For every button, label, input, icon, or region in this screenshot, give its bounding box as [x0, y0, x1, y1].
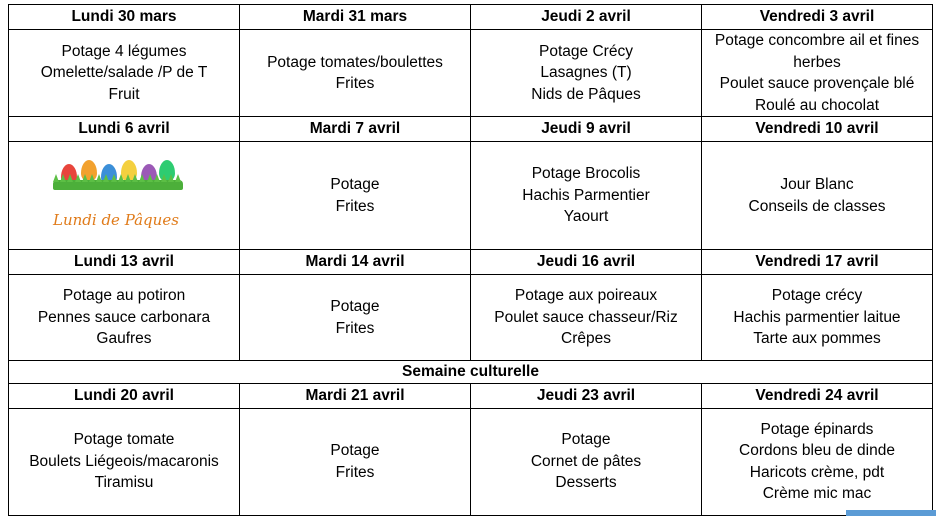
- menu-table: [8, 4, 933, 516]
- day-header: Mardi 7 avril: [240, 117, 471, 142]
- menu-cell: [471, 408, 702, 515]
- menu-item: Potage: [330, 442, 380, 459]
- day-header: Mardi 31 mars: [240, 5, 471, 30]
- menu-cell: [9, 30, 240, 117]
- banner-row: [9, 361, 933, 384]
- easter-eggs-grass-icon: [47, 148, 197, 244]
- menu-cell: [9, 142, 240, 250]
- day-header: Jeudi 23 avril: [471, 383, 702, 408]
- menu-item: Tiramisu: [94, 474, 154, 492]
- menu-item: Potage: [330, 298, 380, 315]
- menu-item: Potage tomate: [73, 431, 175, 449]
- day-header: Mardi 14 avril: [240, 250, 471, 275]
- menu-cell: [9, 275, 240, 361]
- menu-item: Desserts: [555, 474, 617, 492]
- menu-cell: [9, 408, 240, 515]
- menu-item: Frites: [335, 197, 375, 215]
- day-header-row: [9, 5, 933, 30]
- menu-item: Frites: [335, 75, 375, 92]
- menu-item: Potage au potiron: [62, 287, 186, 305]
- day-header: Jeudi 2 avril: [471, 5, 702, 30]
- menu-item: Potage épinards: [760, 420, 874, 438]
- day-header: Lundi 30 mars: [9, 5, 240, 30]
- day-header-row: [9, 383, 933, 408]
- menu-row: [9, 408, 933, 515]
- menu-row: [9, 30, 933, 117]
- menu-item: Potage tomates/boulettes: [267, 53, 443, 71]
- week-banner: Semaine culturelle: [9, 361, 933, 384]
- day-header: Lundi 13 avril: [9, 250, 240, 275]
- menu-cell: [471, 30, 702, 117]
- menu-item: Tarte aux pommes: [753, 330, 881, 348]
- menu-item: Cordons bleu de dinde: [739, 442, 895, 459]
- menu-cell: [702, 408, 933, 515]
- grass: [53, 180, 183, 190]
- menu-item: Roulé au chocolat: [754, 96, 880, 114]
- menu-item: Potage concombre ail et fines herbes: [714, 32, 920, 71]
- day-header-row: [9, 250, 933, 275]
- menu-cell: [240, 142, 471, 250]
- menu-item: Fruit: [108, 85, 140, 103]
- easter-monday-label: Lundi de Pâques: [53, 210, 179, 229]
- menu-cell: [471, 142, 702, 250]
- menu-cell: [240, 408, 471, 515]
- menu-item: Hachis parmentier laitue: [733, 308, 901, 326]
- day-header: Lundi 20 avril: [9, 383, 240, 408]
- day-header: Jeudi 9 avril: [471, 117, 702, 142]
- day-header: Lundi 6 avril: [9, 117, 240, 142]
- day-header: Vendredi 10 avril: [702, 117, 933, 142]
- menu-cell: [702, 30, 933, 117]
- menu-item: Haricots crème, pdt: [749, 463, 885, 481]
- menu-item: Lasagnes (T): [540, 64, 632, 82]
- menu-cell: [702, 142, 933, 250]
- blue-corner-bar: [846, 510, 936, 516]
- menu-item: Hachis Parmentier: [522, 186, 650, 204]
- menu-cell: [702, 275, 933, 361]
- menu-item: Crêpes: [561, 330, 611, 348]
- menu-item: Jour Blanc: [780, 176, 854, 193]
- menu-item: Frites: [335, 319, 375, 337]
- day-header: Mardi 21 avril: [240, 383, 471, 408]
- menu-item: Frites: [335, 463, 375, 481]
- day-header: Jeudi 16 avril: [471, 250, 702, 275]
- menu-item: Potage: [330, 176, 380, 193]
- menu-item: Omelette/salade /P de T: [40, 64, 208, 82]
- day-header-row: [9, 117, 933, 142]
- menu-item: Potage Brocolis: [531, 165, 641, 183]
- menu-row: [9, 275, 933, 361]
- menu-item: Crème mic mac: [762, 485, 872, 502]
- menu-item: Poulet sauce provençale blé: [719, 75, 915, 92]
- menu-cell: [240, 30, 471, 117]
- menu-row: [9, 142, 933, 250]
- day-header: Vendredi 24 avril: [702, 383, 933, 408]
- menu-item: Gaufres: [96, 330, 152, 348]
- menu-item: Potage: [561, 431, 611, 449]
- menu-cell: [240, 275, 471, 361]
- menu-item: Conseils de classes: [748, 197, 886, 215]
- menu-item: Potage 4 légumes: [61, 42, 187, 60]
- day-header: Vendredi 3 avril: [702, 5, 933, 30]
- menu-item: Nids de Pâques: [531, 85, 641, 103]
- menu-item: Cornet de pâtes: [530, 452, 642, 470]
- menu-item: Potage aux poireaux: [514, 287, 658, 305]
- menu-cell: [471, 275, 702, 361]
- menu-item: Pennes sauce carbonara: [37, 308, 211, 326]
- menu-item: Poulet sauce chasseur/Riz: [494, 308, 678, 326]
- menu-item: Yaourt: [563, 208, 609, 226]
- menu-item: Potage Crécy: [539, 42, 633, 60]
- menu-item: Potage crécy: [771, 287, 863, 305]
- menu-item: Boulets Liégeois/macaronis: [29, 452, 219, 470]
- day-header: Vendredi 17 avril: [702, 250, 933, 275]
